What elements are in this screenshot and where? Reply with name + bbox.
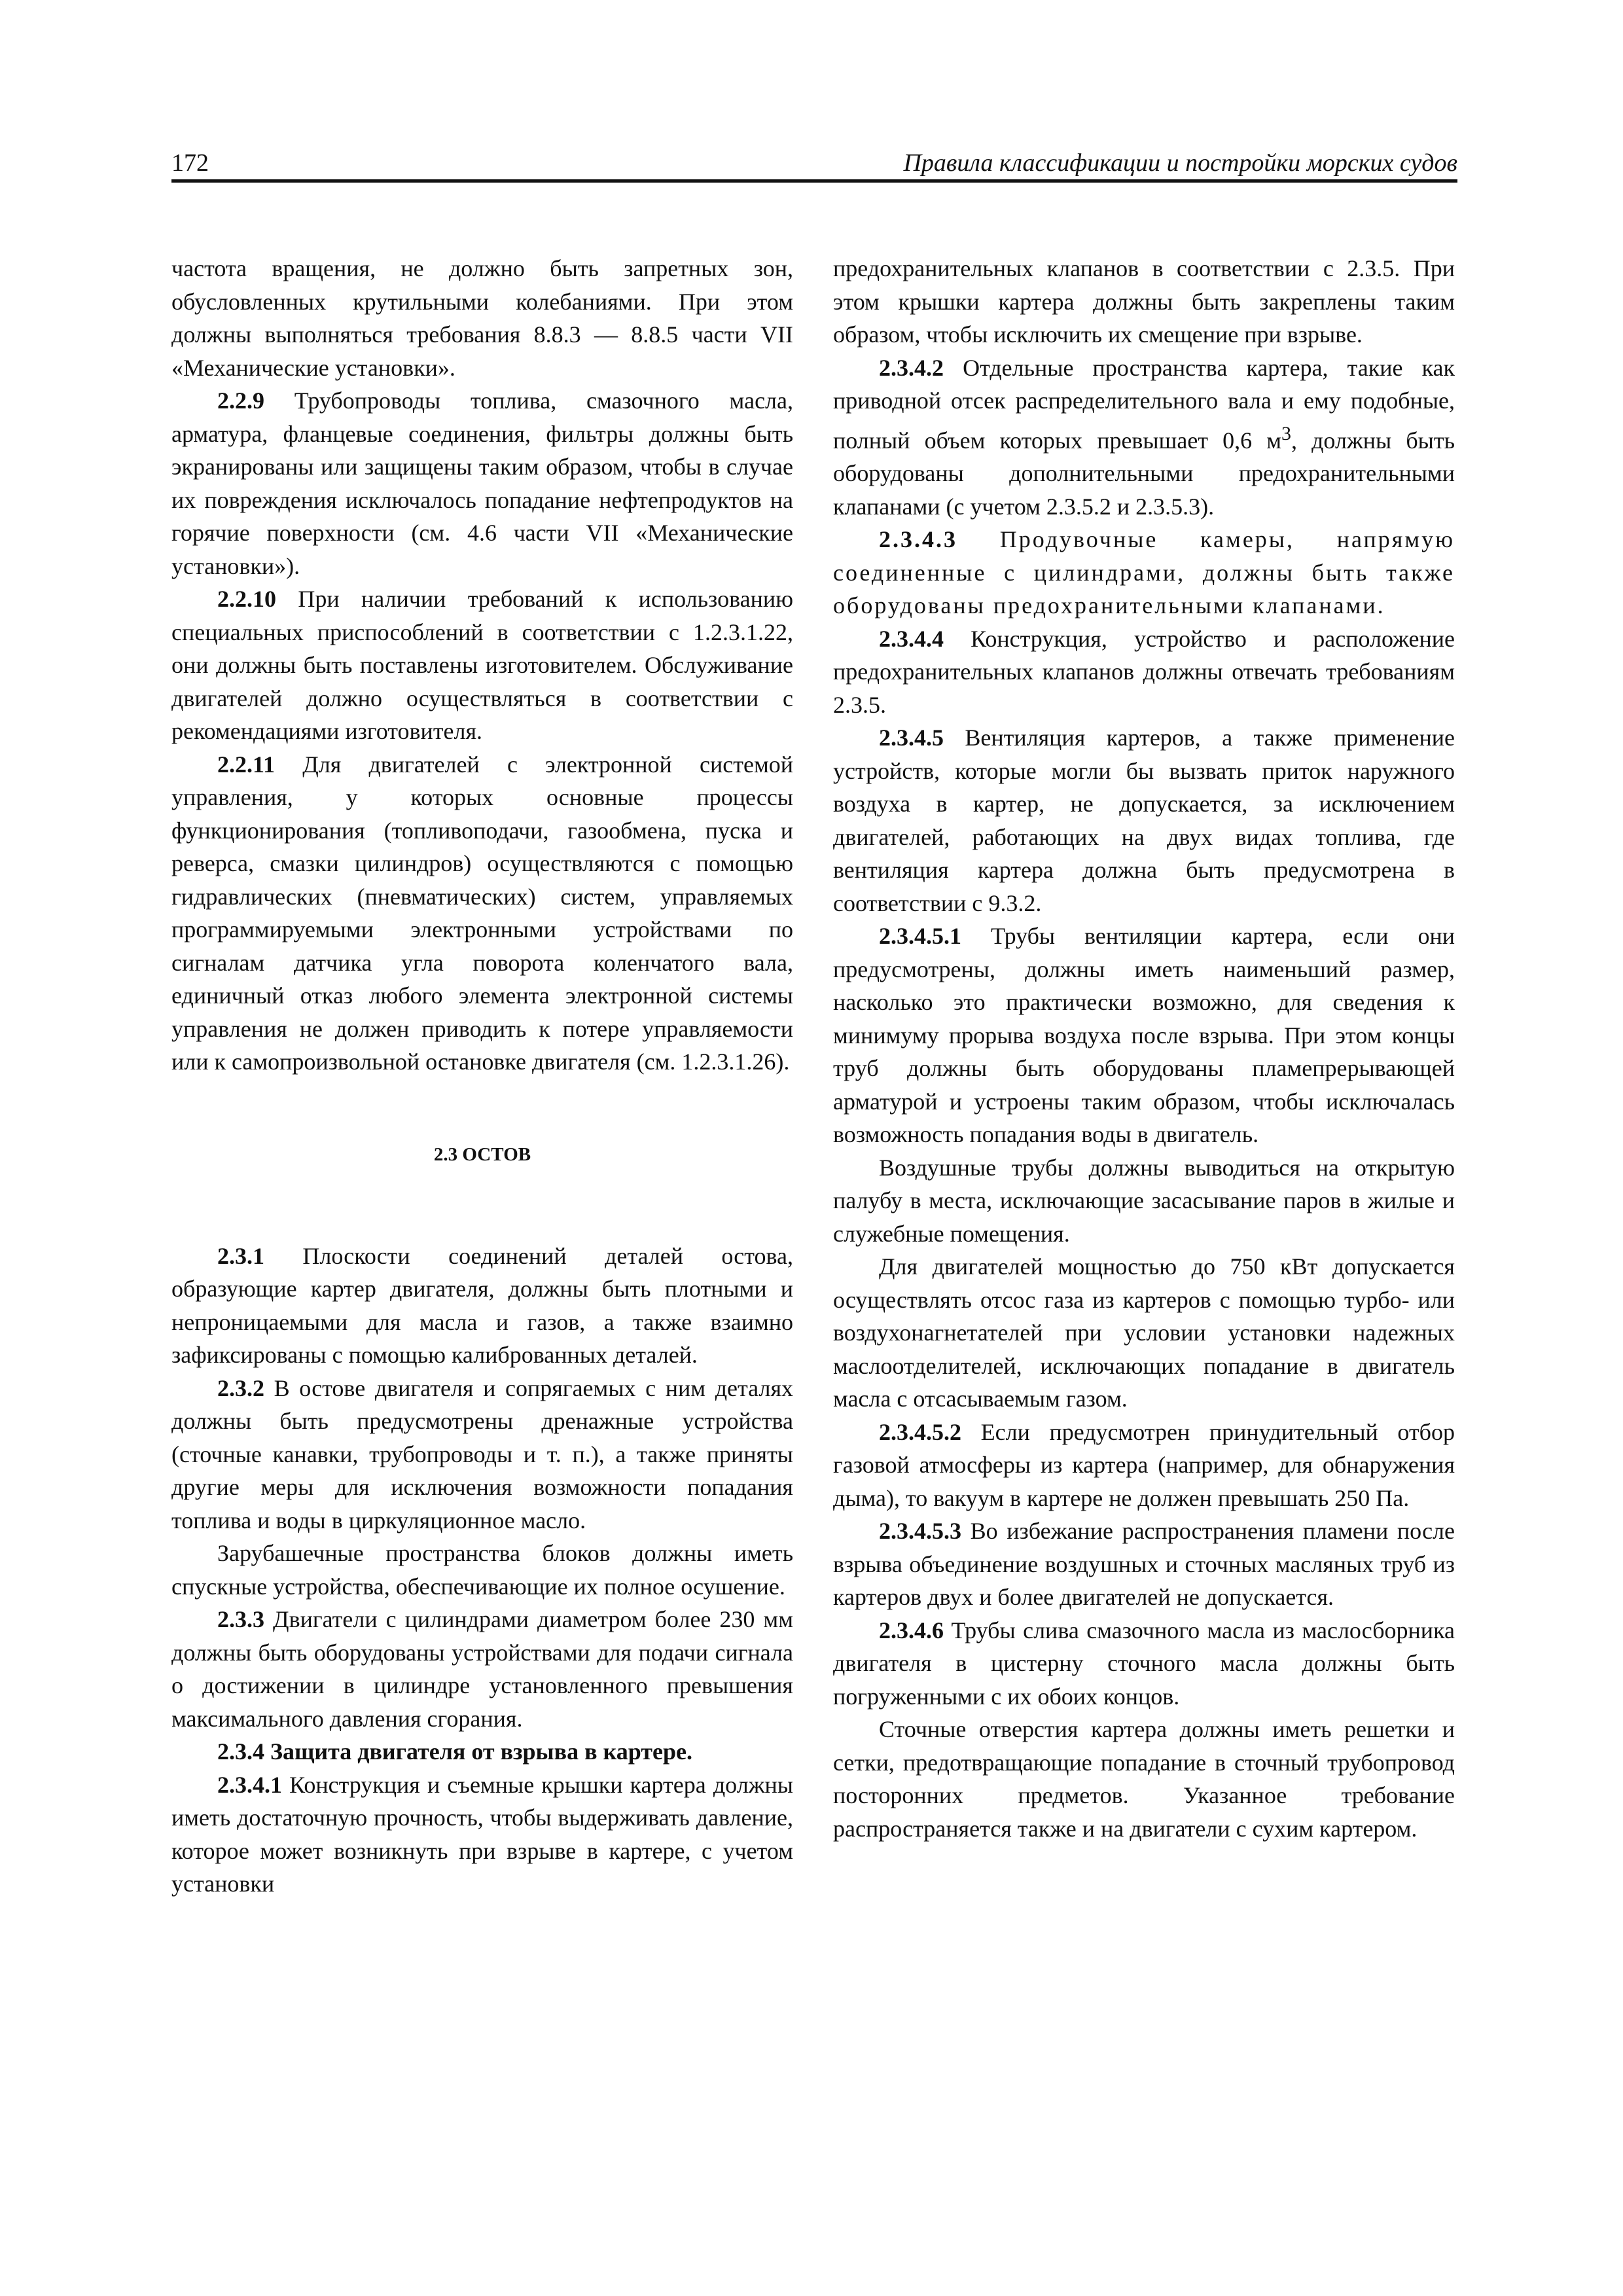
clause-text: Конструкция и съемные крышки картера должны иметь достаточную прочность, чтобы выдерживать давление, которое может возникнуть при взрыве в картере, с учетом установки (171, 1771, 793, 1897)
clause-2-3-4-5 (833, 721, 1455, 920)
clause-text: Трубы слива смазочного масла из маслосборника двигателя в цистерну сточного масла должны быть погруженными с их обоих концов. (833, 1617, 1455, 1710)
clause-2-2-9 (171, 384, 793, 583)
superscript: 3 (1281, 422, 1292, 444)
clause-number: 2.2.9 (217, 387, 264, 414)
clause-number: 2.2.10 (217, 586, 276, 612)
clause-number: 2.3.4.5.3 (879, 1518, 961, 1544)
clause-number: 2.3.4.2 (879, 354, 944, 381)
paragraph: Сточные отверстия картера должны иметь решетки и сетки, предотвращающие попадание в сточный трубопровод посторонних предметов. Указанное требование распространяется также и на двигатели с сухим картером. (833, 1716, 1455, 1842)
clause-number: 2.3.3 (217, 1606, 264, 1632)
paragraph: Зарубашечные пространства блоков должны иметь спускные устройства, обеспечивающие их полное осушение. (171, 1540, 793, 1600)
clause-2-3-4-2 (833, 351, 1455, 524)
clause-text: Плоскости соединений деталей остова, образующие картер двигателя, должны быть плотными и непроницаемыми для масла и газов, а также взаимно зафиксированы с помощью калиброванных деталей. (171, 1242, 793, 1368)
paragraph: Для двигателей мощностью до 750 кВт допускается осуществлять отсос газа из картеров с помощью турбо- или воздухонагнетателей при условии установки надежных маслоотделителей, исключающих попадание в двигатель масла с отсасываемым газом. (833, 1253, 1455, 1412)
clause-2-3-4-6 (833, 1614, 1455, 1713)
clause-number: 2.3.4.1 (217, 1771, 282, 1798)
clause-number: 2.3.4.6 (879, 1617, 944, 1643)
clause-2-3-4-4 (833, 622, 1455, 722)
clause-2-3-4-5-2 (833, 1416, 1455, 1515)
clause-number: 2.3.4.3 (879, 526, 957, 552)
clause-text: В остове двигателя и сопрягаемых с ним деталях должны быть предусмотрены дренажные устройства (сточные канавки, трубопроводы и т. п.), а также приняты другие меры для исключения возможности попадания топлива и воды в циркуляционное масло. (171, 1374, 793, 1534)
clause-2-3-4-title: 2.3.4 Защита двигателя от взрыва в картере. (217, 1738, 692, 1765)
clause-number: 2.3.4.5.2 (879, 1418, 961, 1445)
clause-text: Трубопроводы топлива, смазочного масла, арматура, фланцевые соединения, фильтры должны быть экранированы или защищены таким образом, чтобы в случае их повреждения исключалось попадание нефтепродуктов на горячие поверхности (см. 4.6 части VII «Механические установки»). (171, 387, 793, 579)
clause-2-3-2 (171, 1372, 793, 1537)
clause-text: Конструкция, устройство и расположение предохранительных клапанов должны отвечать требованиям 2.3.5. (833, 625, 1455, 718)
clause-text: Продувочные камеры, напрямую соединенные с цилиндрами, должны быть также оборудованы предохранительными клапанами. (833, 526, 1455, 619)
clause-text: При наличии требований к использованию специальных приспособлений в соответствии с 1.2.3.1.22, они должны быть поставлены изготовителем. Обслуживание двигателей должно осуществляться в соответствии с рекомендациями изготовителя. (171, 586, 793, 744)
paragraph: Воздушные трубы должны выводиться на открытую палубу в места, исключающие засасывание паров в жилые и служебные помещения. (833, 1154, 1455, 1247)
clause-number: 2.3.4.5.1 (879, 923, 961, 949)
left-column (171, 252, 793, 1901)
clause-number: 2.2.11 (217, 751, 276, 778)
page-number: 172 (171, 149, 209, 177)
page-header (171, 143, 1457, 183)
clause-2-2-11 (171, 748, 793, 1079)
clause-number: 2.3.4.5 (879, 725, 944, 751)
clause-text: Во избежание распространения пламени после взрыва объединение воздушных и сточных масляных труб из картеров двух и более двигателей не допускается. (833, 1518, 1455, 1610)
clause-number: 2.3.2 (217, 1374, 264, 1401)
section-heading: 2.3 ОСТОВ (433, 1143, 531, 1165)
clause-number: 2.3.1 (217, 1242, 264, 1269)
clause-number: 2.3.4.4 (879, 625, 944, 652)
clause-2-3-4-5-3 (833, 1515, 1455, 1614)
clause-text: Для двигателей с электронной системой управления, у которых основные процессы функционирования (топливоподачи, газообмена, пуска и реверса, смазки цилиндров) осуществляются с помощью гидравлических (пневматических) систем, управляемых программируемыми электронными устройствами по сигналам датчика угла поворота коленчатого вала, единичный отказ любого элемента электронной системы управления не должен приводить к потере управляемости или к самопроизвольной остановке двигателя (см. 1.2.3.1.26). (171, 751, 793, 1075)
clause-text: Вентиляция картеров, а также применение устройств, которые могли бы вызвать приток наружного воздуха в картер, не допускается, за исключением двигателей, работающих на двух видах топлива, где вентиляция картера должна быть предусмотрена в соответствии с 9.3.2. (833, 725, 1455, 916)
clause-2-3-4-5-1 (833, 920, 1455, 1151)
clause-2-3-3 (171, 1603, 793, 1735)
clause-text: Двигатели с цилиндрами диаметром более 230 мм должны быть оборудованы устройствами для подачи сигнала о достижении в цилиндре установленного превышения максимального давления сгорания. (171, 1606, 793, 1732)
right-column (833, 252, 1455, 1845)
paragraph-continuation: частота вращения, не должно быть запретных зон, обусловленных крутильными колебаниями. При этом должны выполняться требования 8.8.3 — 8.8.5 части VII «Механические установки». (171, 255, 793, 381)
clause-text: Если предусмотрен принудительный отбор газовой атмосферы из картера (например, для обнаружения дыма), то вакуум в картере не должен превышать 250 Па. (833, 1418, 1455, 1511)
clause-text: , должны быть оборудованы дополнительными предохранительными клапанами (с учетом 2.3.5.2 и 2.3.5.3). (833, 427, 1455, 520)
clause-2-3-4-1 (171, 1768, 793, 1901)
clause-text: Трубы вентиляции картера, если они предусмотрены, должны иметь наименьший размер, насколько это практически возможно, для сведения к минимуму прорыва воздуха после взрыва. При этом концы труб должны быть оборудованы пламепрерывающей арматурой и устроены таким образом, чтобы исключалась возможность попадания воды в двигатель. (833, 923, 1455, 1147)
clause-2-2-10 (171, 583, 793, 748)
clause-text: Отдельные пространства картера, такие как приводной отсек распределительного вала и ему подобные, полный объем которых превышает 0,6 м (833, 354, 1455, 454)
clause-2-3-4-3 (833, 523, 1455, 622)
paragraph-continuation: предохранительных клапанов в соответствии с 2.3.5. При этом крышки картера должны быть закреплены таким образом, чтобы исключить их смещение при взрыве. (833, 255, 1455, 348)
running-title: Правила классификации и постройки морских судов (903, 149, 1457, 177)
clause-2-3-1 (171, 1240, 793, 1372)
